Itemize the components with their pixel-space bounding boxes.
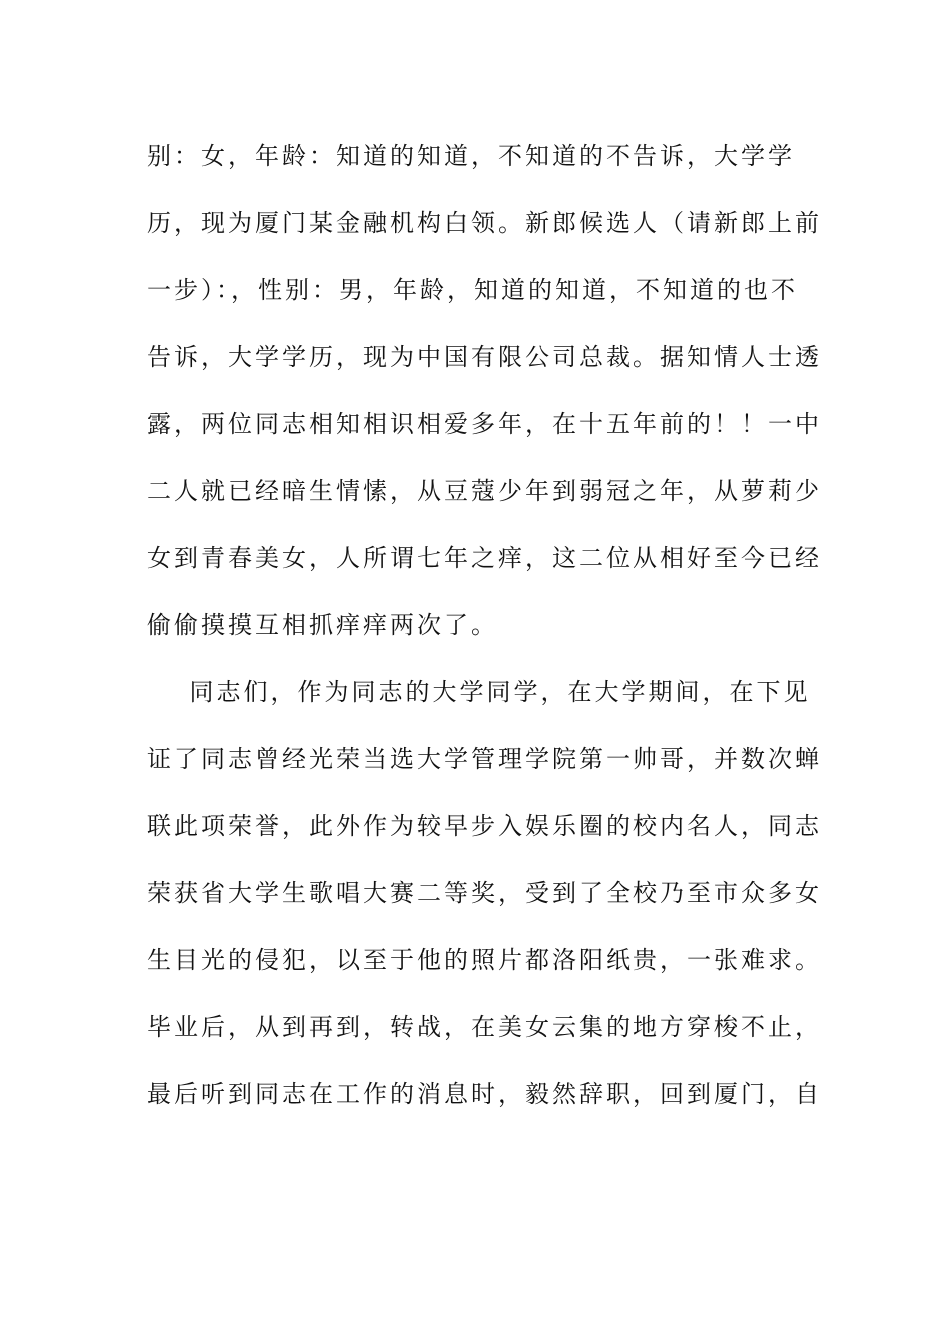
text-line: 生目光的侵犯，以至于他的照片都洛阳纸贵，一张难求。: [147, 946, 822, 974]
text-line: 偷偷摸摸互相抓痒痒两次了。: [147, 611, 498, 639]
text-line: 最后听到同志在工作的消息时，毅然辞职，回到厦门，自: [147, 1080, 822, 1108]
text-line: 荣获省大学生歌唱大赛二等奖，受到了全校乃至市众多女: [147, 879, 822, 907]
body-text: [147, 126, 822, 1131]
text-line: 二人就已经暗生情愫，从豆蔻少年到弱冠之年，从萝莉少: [147, 477, 822, 505]
text-line: 别：女，年龄：知道的知道，不知道的不告诉，大学学: [147, 142, 795, 170]
text-line: 毕业后，从到再到，转战，在美女云集的地方穿梭不止，: [147, 1013, 822, 1041]
text-line: 女到青春美女，人所谓七年之痒，这二位从相好至今已经: [147, 544, 822, 572]
text-line: 同志们，作为同志的大学同学，在大学期间，在下见: [147, 678, 811, 706]
text-line: 证了同志曾经光荣当选大学管理学院第一帅哥，并数次蝉: [147, 745, 822, 773]
text-line: 一步）：，性别：男，年龄，知道的知道，不知道的也不: [147, 276, 798, 304]
text-line: 露，两位同志相知相识相爱多年，在十五年前的！！一中: [147, 410, 822, 438]
text-line: 告诉，大学学历，现为中国有限公司总裁。据知情人士透: [147, 343, 822, 371]
text-line: 历，现为厦门某金融机构白领。新郎候选人（请新郎上前: [147, 209, 822, 237]
text-line: 联此项荣誉，此外作为较早步入娱乐圈的校内名人，同志: [147, 812, 822, 840]
